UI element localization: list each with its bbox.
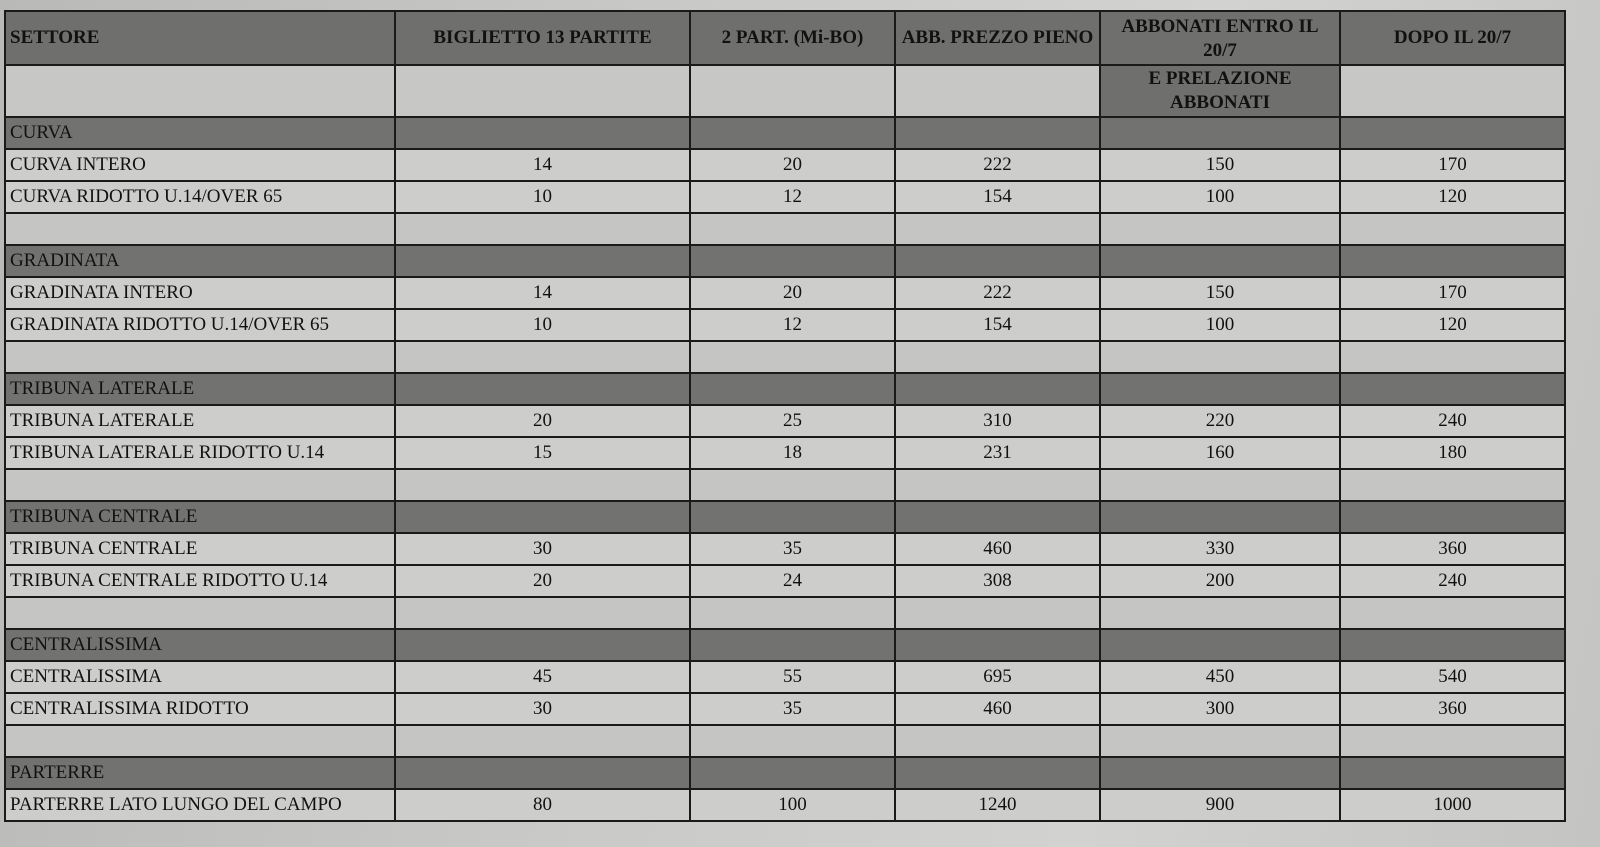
price-cell: 200 — [1100, 565, 1340, 597]
header-prelazione: E PRELAZIONE ABBONATI — [1100, 65, 1340, 117]
header-empty-cell — [1340, 65, 1565, 117]
group-cell — [895, 245, 1100, 277]
spacer-cell — [395, 341, 690, 373]
row-label: GRADINATA RIDOTTO U.14/OVER 65 — [5, 309, 395, 341]
table-row — [5, 693, 1565, 725]
spacer-cell — [395, 469, 690, 501]
price-cell: 12 — [690, 181, 895, 213]
price-cell: 695 — [895, 661, 1100, 693]
price-cell: 360 — [1340, 693, 1565, 725]
row-label: CURVA INTERO — [5, 149, 395, 181]
group-label: TRIBUNA LATERALE — [5, 373, 395, 405]
spacer-cell — [5, 213, 395, 245]
row-label: CENTRALISSIMA RIDOTTO — [5, 693, 395, 725]
row-label: TRIBUNA LATERALE RIDOTTO U.14 — [5, 437, 395, 469]
price-cell: 150 — [1100, 149, 1340, 181]
table-row — [5, 405, 1565, 437]
group-cell — [1100, 117, 1340, 149]
row-label: TRIBUNA CENTRALE RIDOTTO U.14 — [5, 565, 395, 597]
spacer-cell — [1340, 597, 1565, 629]
spacer-cell — [895, 725, 1100, 757]
spacer-cell — [1100, 341, 1340, 373]
group-cell — [690, 501, 895, 533]
group-label: CURVA — [5, 117, 395, 149]
group-cell — [895, 629, 1100, 661]
group-cell — [895, 117, 1100, 149]
price-cell: 154 — [895, 181, 1100, 213]
group-row — [5, 629, 1565, 661]
price-cell: 240 — [1340, 565, 1565, 597]
group-cell — [1340, 373, 1565, 405]
price-table — [4, 10, 1566, 822]
price-cell: 160 — [1100, 437, 1340, 469]
header-empty-cell — [690, 65, 895, 117]
price-cell: 360 — [1340, 533, 1565, 565]
price-cell: 15 — [395, 437, 690, 469]
header-empty-cell — [895, 65, 1100, 117]
group-cell — [1340, 757, 1565, 789]
table-row — [5, 309, 1565, 341]
group-cell — [1100, 245, 1340, 277]
table-row — [5, 789, 1565, 821]
price-cell: 222 — [895, 277, 1100, 309]
spacer-cell — [5, 597, 395, 629]
spacer-cell — [895, 469, 1100, 501]
spacer-cell — [690, 469, 895, 501]
price-cell: 35 — [690, 693, 895, 725]
table-row — [5, 437, 1565, 469]
table-row — [5, 661, 1565, 693]
group-cell — [395, 117, 690, 149]
spacer-cell — [690, 341, 895, 373]
header-empty-cell — [395, 65, 690, 117]
spacer-cell — [690, 597, 895, 629]
group-row — [5, 373, 1565, 405]
spacer-row — [5, 469, 1565, 501]
group-cell — [395, 629, 690, 661]
group-cell — [895, 757, 1100, 789]
price-cell: 14 — [395, 149, 690, 181]
price-cell: 220 — [1100, 405, 1340, 437]
price-cell: 10 — [395, 309, 690, 341]
spacer-cell — [5, 341, 395, 373]
price-cell: 100 — [690, 789, 895, 821]
price-cell: 45 — [395, 661, 690, 693]
price-cell: 20 — [690, 277, 895, 309]
price-cell: 300 — [1100, 693, 1340, 725]
group-cell — [395, 373, 690, 405]
spacer-cell — [1100, 213, 1340, 245]
header-due-partite: 2 PART. (Mi-BO) — [690, 11, 895, 65]
group-cell — [1100, 629, 1340, 661]
group-cell — [1340, 629, 1565, 661]
spacer-row — [5, 341, 1565, 373]
spacer-cell — [5, 469, 395, 501]
header-biglietto: BIGLIETTO 13 PARTITE — [395, 11, 690, 65]
price-cell: 154 — [895, 309, 1100, 341]
group-row — [5, 117, 1565, 149]
group-cell — [690, 117, 895, 149]
group-row — [5, 501, 1565, 533]
header-row-2 — [5, 65, 1565, 117]
spacer-row — [5, 597, 1565, 629]
price-cell: 25 — [690, 405, 895, 437]
group-cell — [1100, 501, 1340, 533]
price-cell: 10 — [395, 181, 690, 213]
table-row — [5, 181, 1565, 213]
price-cell: 100 — [1100, 181, 1340, 213]
price-cell: 460 — [895, 533, 1100, 565]
group-cell — [895, 373, 1100, 405]
group-cell — [690, 629, 895, 661]
price-cell: 1000 — [1340, 789, 1565, 821]
price-cell: 222 — [895, 149, 1100, 181]
spacer-cell — [395, 597, 690, 629]
group-cell — [395, 245, 690, 277]
group-cell — [395, 501, 690, 533]
group-cell — [895, 501, 1100, 533]
group-label: PARTERRE — [5, 757, 395, 789]
group-cell — [690, 757, 895, 789]
price-cell: 308 — [895, 565, 1100, 597]
price-cell: 900 — [1100, 789, 1340, 821]
price-cell: 1240 — [895, 789, 1100, 821]
price-cell: 12 — [690, 309, 895, 341]
spacer-cell — [1340, 725, 1565, 757]
price-cell: 24 — [690, 565, 895, 597]
price-cell: 170 — [1340, 277, 1565, 309]
row-label: PARTERRE LATO LUNGO DEL CAMPO — [5, 789, 395, 821]
spacer-cell — [1340, 213, 1565, 245]
row-label: TRIBUNA CENTRALE — [5, 533, 395, 565]
row-label: GRADINATA INTERO — [5, 277, 395, 309]
price-cell: 450 — [1100, 661, 1340, 693]
spacer-cell — [690, 213, 895, 245]
price-cell: 30 — [395, 693, 690, 725]
header-dopo: DOPO IL 20/7 — [1340, 11, 1565, 65]
group-cell — [1340, 501, 1565, 533]
group-label: TRIBUNA CENTRALE — [5, 501, 395, 533]
price-cell: 20 — [690, 149, 895, 181]
price-cell: 540 — [1340, 661, 1565, 693]
group-cell — [1100, 757, 1340, 789]
price-cell: 460 — [895, 693, 1100, 725]
spacer-cell — [1100, 597, 1340, 629]
group-label: CENTRALISSIMA — [5, 629, 395, 661]
group-cell — [1100, 373, 1340, 405]
group-cell — [1340, 117, 1565, 149]
price-cell: 20 — [395, 405, 690, 437]
group-label: GRADINATA — [5, 245, 395, 277]
price-cell: 240 — [1340, 405, 1565, 437]
header-abb-prezzo-pieno: ABB. PREZZO PIENO — [895, 11, 1100, 65]
price-cell: 180 — [1340, 437, 1565, 469]
spacer-cell — [895, 213, 1100, 245]
header-abbonati-entro: ABBONATI ENTRO IL 20/7 — [1100, 11, 1340, 65]
price-cell: 30 — [395, 533, 690, 565]
spacer-cell — [5, 725, 395, 757]
spacer-cell — [1100, 725, 1340, 757]
price-cell: 150 — [1100, 277, 1340, 309]
group-cell — [690, 373, 895, 405]
price-cell: 14 — [395, 277, 690, 309]
header-row — [5, 11, 1565, 65]
price-cell: 170 — [1340, 149, 1565, 181]
row-label: CURVA RIDOTTO U.14/OVER 65 — [5, 181, 395, 213]
row-label: TRIBUNA LATERALE — [5, 405, 395, 437]
spacer-cell — [395, 725, 690, 757]
spacer-cell — [895, 597, 1100, 629]
price-table-body — [5, 11, 1565, 821]
spacer-cell — [690, 725, 895, 757]
spacer-row — [5, 725, 1565, 757]
spacer-cell — [1340, 469, 1565, 501]
table-row — [5, 533, 1565, 565]
price-cell: 55 — [690, 661, 895, 693]
spacer-cell — [395, 213, 690, 245]
price-cell: 100 — [1100, 309, 1340, 341]
group-cell — [1340, 245, 1565, 277]
price-cell: 18 — [690, 437, 895, 469]
price-cell: 120 — [1340, 309, 1565, 341]
price-cell: 231 — [895, 437, 1100, 469]
header-empty-cell — [5, 65, 395, 117]
row-label: CENTRALISSIMA — [5, 661, 395, 693]
price-cell: 120 — [1340, 181, 1565, 213]
spacer-cell — [1340, 341, 1565, 373]
spacer-cell — [895, 341, 1100, 373]
group-cell — [395, 757, 690, 789]
price-cell: 80 — [395, 789, 690, 821]
table-row — [5, 277, 1565, 309]
table-row — [5, 149, 1565, 181]
table-row — [5, 565, 1565, 597]
price-cell: 330 — [1100, 533, 1340, 565]
price-cell: 35 — [690, 533, 895, 565]
price-cell: 20 — [395, 565, 690, 597]
header-settore: SETTORE — [5, 11, 395, 65]
group-cell — [690, 245, 895, 277]
price-cell: 310 — [895, 405, 1100, 437]
group-row — [5, 757, 1565, 789]
spacer-row — [5, 213, 1565, 245]
group-row — [5, 245, 1565, 277]
spacer-cell — [1100, 469, 1340, 501]
